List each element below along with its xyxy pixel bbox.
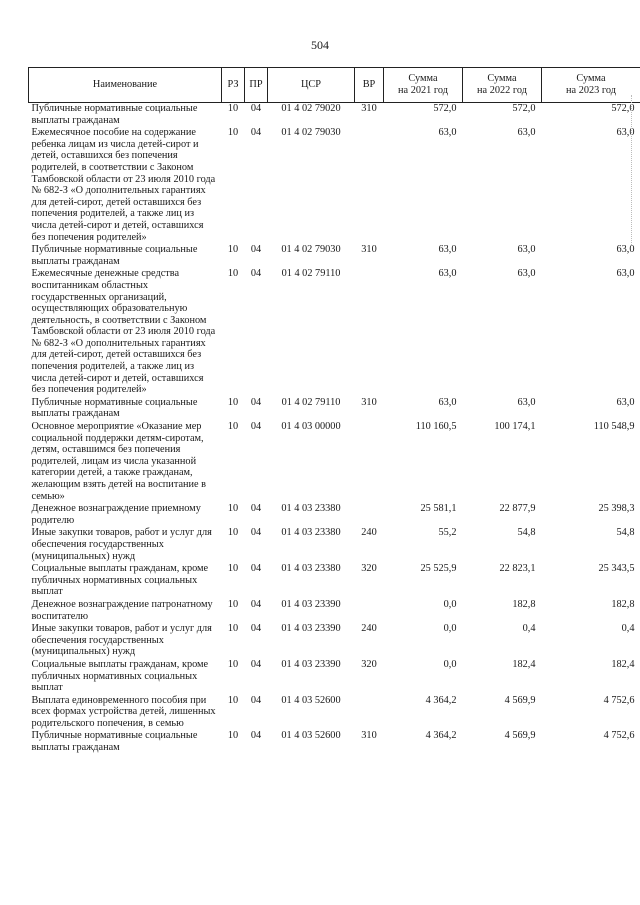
cell-csr: 01 4 03 23390 xyxy=(281,623,341,635)
cell-csr: 01 4 02 79020 xyxy=(281,103,341,114)
table-row xyxy=(29,397,640,421)
cell-sum-2023: 63,0 xyxy=(616,396,635,408)
table-row xyxy=(29,563,640,599)
table-row xyxy=(29,103,640,128)
cell-vr: 310 xyxy=(361,396,377,408)
cell-sum-2022: 63,0 xyxy=(517,127,536,139)
cell-name: Публичные нормативные социальные выплаты гражданам xyxy=(31,103,198,126)
cell-vr xyxy=(355,127,384,244)
cell-sum-2022: 182,4 xyxy=(512,658,536,670)
cell-vr xyxy=(355,268,384,397)
cell-vr: 240 xyxy=(361,527,377,539)
cell-rz: 10 xyxy=(227,396,239,408)
cell-vr: 310 xyxy=(361,103,377,114)
cell-csr: 01 4 03 23380 xyxy=(281,563,341,575)
cell-pr: 04 xyxy=(250,127,262,139)
table-row xyxy=(29,623,640,659)
table-row xyxy=(29,695,640,731)
cell-pr: 04 xyxy=(250,623,262,635)
cell-rz: 10 xyxy=(227,730,239,742)
cell-sum-2021: 0,0 xyxy=(443,623,457,635)
cell-sum-2022: 63,0 xyxy=(517,268,536,280)
cell-csr: 01 4 03 23380 xyxy=(281,527,341,539)
cell-vr: 240 xyxy=(361,623,377,635)
cell-sum-2021: 0,0 xyxy=(443,598,457,610)
cell-rz: 10 xyxy=(227,421,239,433)
cell-pr: 04 xyxy=(250,396,262,408)
cell-sum-2023: 63,0 xyxy=(616,268,635,280)
margin-mark xyxy=(631,95,638,245)
cell-rz: 10 xyxy=(227,623,239,635)
cell-csr: 01 4 02 79030 xyxy=(281,127,341,139)
cell-vr: 320 xyxy=(361,658,377,670)
cell-vr: 310 xyxy=(361,244,377,256)
table-header-row xyxy=(29,68,640,103)
cell-sum-2023: 0,4 xyxy=(621,623,635,635)
budget-table xyxy=(28,67,640,755)
header-sum-2023: Сумма на 2023 год xyxy=(542,68,640,103)
cell-sum-2022: 182,8 xyxy=(512,598,536,610)
page-number: 504 xyxy=(311,38,329,52)
table-row xyxy=(29,503,640,527)
cell-name: Публичные нормативные социальные выплаты гражданам xyxy=(31,244,198,267)
cell-csr: 01 4 03 23380 xyxy=(281,503,341,515)
cell-sum-2022: 63,0 xyxy=(517,244,536,256)
cell-sum-2022: 63,0 xyxy=(517,396,536,408)
cell-sum-2022: 22 823,1 xyxy=(499,563,536,575)
cell-rz: 10 xyxy=(227,563,239,575)
cell-name: Публичные нормативные социальные выплаты гражданам xyxy=(31,396,198,420)
cell-rz: 10 xyxy=(227,598,239,610)
cell-csr: 01 4 02 79110 xyxy=(281,396,341,408)
cell-sum-2021: 110 160,5 xyxy=(415,421,457,433)
cell-sum-2023: 110 548,9 xyxy=(593,421,635,433)
cell-sum-2023: 4 752,6 xyxy=(603,694,635,706)
cell-vr xyxy=(355,421,384,503)
cell-sum-2022: 0,4 xyxy=(522,623,536,635)
cell-pr: 04 xyxy=(250,503,262,515)
cell-rz: 10 xyxy=(227,127,239,139)
cell-sum-2022: 100 174,1 xyxy=(494,421,536,433)
cell-sum-2021: 4 364,2 xyxy=(425,730,457,742)
cell-sum-2021: 63,0 xyxy=(438,244,457,256)
cell-rz: 10 xyxy=(227,527,239,539)
cell-vr xyxy=(355,599,384,623)
cell-sum-2023: 63,0 xyxy=(616,127,635,139)
cell-sum-2023: 63,0 xyxy=(616,244,635,256)
cell-sum-2023: 54,8 xyxy=(616,527,635,539)
header-csr: ЦСР xyxy=(268,68,355,103)
table-body xyxy=(29,103,640,755)
cell-sum-2022: 54,8 xyxy=(517,527,536,539)
cell-rz: 10 xyxy=(227,244,239,256)
cell-pr: 04 xyxy=(250,730,262,742)
cell-name: Основное мероприятие «Оказание мер социальной поддержки детям-сиротам, детям, оставшимся без попечения родителей, лицам из числа указанной категории детей, а также гражданам, желающим взять детей на воспитание в семью» xyxy=(31,421,207,502)
cell-sum-2021: 63,0 xyxy=(438,268,457,280)
cell-rz: 10 xyxy=(227,503,239,515)
table-row xyxy=(29,599,640,623)
table-row xyxy=(29,527,640,563)
cell-sum-2022: 4 569,9 xyxy=(504,694,536,706)
cell-name: Иные закупки товаров, работ и услуг для обеспечения государственных (муниципальных) нужд xyxy=(31,527,212,562)
cell-pr: 04 xyxy=(250,103,262,114)
header-rz: РЗ xyxy=(222,68,245,103)
header-sum-2021: Сумма на 2021 год xyxy=(384,68,463,103)
cell-sum-2022: 22 877,9 xyxy=(499,503,536,515)
cell-pr: 04 xyxy=(250,244,262,256)
cell-pr: 04 xyxy=(250,658,262,670)
header-sum-2022: Сумма на 2022 год xyxy=(463,68,542,103)
cell-rz: 10 xyxy=(227,658,239,670)
cell-vr: 310 xyxy=(361,730,377,742)
table-row xyxy=(29,127,640,244)
cell-sum-2021: 63,0 xyxy=(438,396,457,408)
cell-sum-2023: 25 343,5 xyxy=(598,563,635,575)
cell-sum-2023: 182,8 xyxy=(611,598,635,610)
cell-sum-2021: 0,0 xyxy=(443,658,457,670)
cell-pr: 04 xyxy=(250,598,262,610)
cell-name: Ежемесячные денежные средства воспитанникам областных государственных организаций, осуществляющих образовательную деятельность, в соответствии с Законом Тамбовской области от 23 июля 2010 года № 682-З «О дополнительных гарантиях для детей-сирот, детей оставшихся без попечения родителей, а также лиц из числа детей-сирот и детей, оставшихся без попечения родителей» xyxy=(31,268,216,396)
cell-csr: 01 4 03 52600 xyxy=(281,694,341,706)
cell-pr: 04 xyxy=(250,694,262,706)
cell-name: Выплата единовременного пособия при всех формах устройства детей, лишенных родительского попечения, в семью xyxy=(31,694,216,729)
cell-name: Денежное вознаграждение патронатному воспитателю xyxy=(31,598,213,622)
table-row xyxy=(29,421,640,503)
cell-sum-2021: 572,0 xyxy=(433,103,457,114)
cell-sum-2023: 572,0 xyxy=(611,103,635,114)
cell-rz: 10 xyxy=(227,694,239,706)
cell-name: Ежемесячное пособие на содержание ребенка лицам из числа детей-сирот и детей, оставшихся без попечения родителей, в соответствии с Законом Тамбовской области от 23 июля 2010 года № 682-З «О дополнительных гарантиях для детей-сирот, детей оставшихся без попечения родителей, а также лиц из числа детей-сирот и детей, оставшихся без попечения родителей» xyxy=(31,127,216,243)
cell-vr xyxy=(355,695,384,731)
cell-name: Социальные выплаты гражданам, кроме публичных нормативных социальных выплат xyxy=(31,658,209,694)
table-row xyxy=(29,268,640,397)
cell-csr: 01 4 03 23390 xyxy=(281,658,341,670)
cell-pr: 04 xyxy=(250,527,262,539)
cell-csr: 01 4 03 52600 xyxy=(281,730,341,742)
cell-sum-2023: 4 752,6 xyxy=(603,730,635,742)
cell-sum-2021: 4 364,2 xyxy=(425,694,457,706)
cell-csr: 01 4 02 79110 xyxy=(281,268,341,280)
cell-csr: 01 4 02 79030 xyxy=(281,244,341,256)
cell-vr xyxy=(355,503,384,527)
table-row xyxy=(29,730,640,754)
header-name: Наименование xyxy=(29,68,222,103)
header-pr: ПР xyxy=(245,68,268,103)
cell-sum-2021: 25 525,9 xyxy=(420,563,457,575)
cell-rz: 10 xyxy=(227,103,239,114)
cell-name: Публичные нормативные социальные выплаты гражданам xyxy=(31,730,198,754)
cell-name: Иные закупки товаров, работ и услуг для обеспечения государственных (муниципальных) нужд xyxy=(31,623,212,658)
table-row xyxy=(29,659,640,695)
header-vr: ВР xyxy=(355,68,384,103)
cell-sum-2022: 4 569,9 xyxy=(504,730,536,742)
cell-sum-2023: 182,4 xyxy=(611,658,635,670)
cell-sum-2022: 572,0 xyxy=(512,103,536,114)
cell-sum-2021: 25 581,1 xyxy=(420,503,457,515)
cell-pr: 04 xyxy=(250,421,262,433)
cell-sum-2023: 25 398,3 xyxy=(598,503,635,515)
cell-vr: 320 xyxy=(361,563,377,575)
cell-pr: 04 xyxy=(250,563,262,575)
cell-sum-2021: 63,0 xyxy=(438,127,457,139)
cell-sum-2021: 55,2 xyxy=(438,527,457,539)
cell-csr: 01 4 03 23390 xyxy=(281,598,341,610)
cell-name: Денежное вознаграждение приемному родителю xyxy=(31,503,201,526)
cell-rz: 10 xyxy=(227,268,239,280)
cell-csr: 01 4 03 00000 xyxy=(281,421,341,433)
cell-pr: 04 xyxy=(250,268,262,280)
table-row xyxy=(29,244,640,268)
cell-name: Социальные выплаты гражданам, кроме публичных нормативных социальных выплат xyxy=(31,563,209,598)
